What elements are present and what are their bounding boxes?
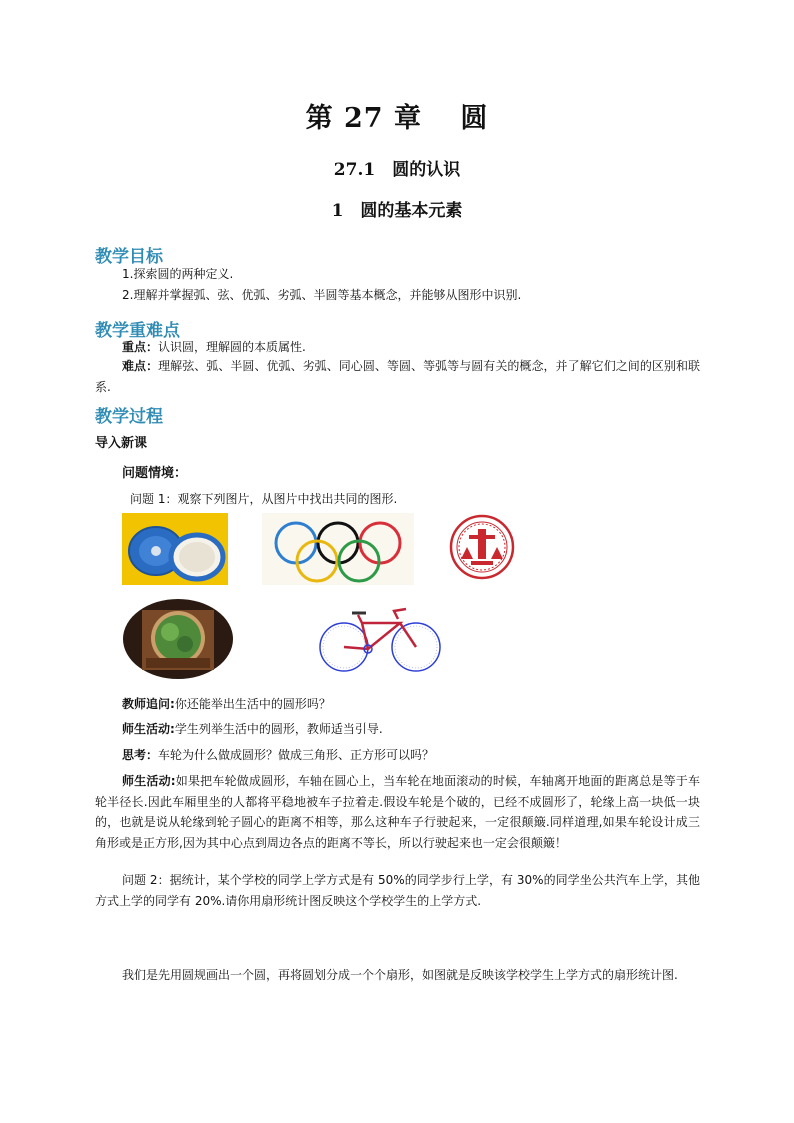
- goals-heading: 教学目标: [95, 247, 163, 267]
- difficulty-text: 理解弦、弧、半圆、优弧、劣弧、同心圆、等圆、等弧等与圆有关的概念，并了解它们之间的区别和联系.: [95, 359, 700, 394]
- activity-2-label: 师生活动:: [122, 774, 176, 788]
- key-points-heading: 教学重难点: [95, 321, 180, 341]
- scenario-label: 问题情境：: [122, 466, 188, 481]
- teacher-ask-text: 你还能举出生活中的圆形吗？: [174, 697, 331, 711]
- activity-2-paragraph: [95, 771, 700, 853]
- teacher-ask-label: 教师追问:: [122, 697, 175, 711]
- round-window-image: [122, 598, 234, 680]
- think-line: [122, 745, 434, 765]
- question-1: 问题 1：观察下列图片，从图片中找出共同的图形.: [130, 492, 398, 506]
- bicycle-image: [312, 603, 446, 675]
- process-heading: 教学过程: [95, 407, 163, 427]
- activity-1-text: 学生列举生活中的圆形，教师适当引导.: [174, 722, 383, 736]
- section-title: 27.1 圆的认识: [333, 160, 461, 180]
- subsection-title: 1 圆的基本元素: [331, 201, 463, 221]
- seal-emblem-image: [449, 513, 515, 581]
- goal-item: 2.理解并掌握弧、弦、优弧、劣弧、半圆等基本概念，并能够从图形中识别.: [122, 288, 522, 302]
- focus-label: 重点：: [122, 340, 159, 354]
- chapter-title: 第 27 章 圆: [305, 103, 489, 134]
- pie-chart-paragraph: 我们是先用圆规画出一个圆，再将圆划分成一个个扇形，如图就是反映该学校学生上学方式的扇形统计图.: [122, 968, 678, 982]
- think-text: 车轮为什么做成圆形？做成三角形、正方形可以吗？: [158, 748, 435, 762]
- think-label: 思考：: [122, 748, 159, 762]
- difficulty-paragraph: [95, 356, 700, 397]
- focus-text: 认识圆，理解圆的本质属性.: [158, 340, 306, 354]
- intro-heading: 导入新课: [95, 436, 148, 451]
- activity-1-line: [122, 719, 383, 739]
- activity-1-label: 师生活动:: [122, 722, 175, 736]
- question-2-paragraph: 问题 2：据统计，某个学校的同学上学方式是有 50%的同学步行上学，有 30%的同学坐公共汽车上学，其他方式上学的同学有 20%.请你用扇形统计图反映这个学校学生的上学方式.: [95, 873, 700, 908]
- goal-item: 1.探索圆的两种定义.: [122, 267, 234, 281]
- difficulty-label: 难点：: [122, 359, 159, 373]
- focus-line: [122, 337, 306, 357]
- teacher-ask-line: [122, 694, 331, 714]
- olympic-rings-image: [262, 513, 414, 585]
- activity-2-text: 如果把车轮做成圆形，车轴在圆心上，当车轮在地面滚动的时候，车轴离开地面的距离总是等于车轮半径长.因此车厢里坐的人都将平稳地被车子拉着走.假设车轮是个破的，已经不成圆形了，轮缘上高一块低一块的，也就是说从轮缘到轮子圆心的距离不相等，那么这种车子行驶起来，一定很颠簸.同样道理,如果车轮设计成三角形或是正方形,因为其中心点到周边各点的距离不等长，所以行驶起来也一定会很颠簸！: [95, 774, 700, 850]
- pot-and-lid-image: [122, 513, 228, 585]
